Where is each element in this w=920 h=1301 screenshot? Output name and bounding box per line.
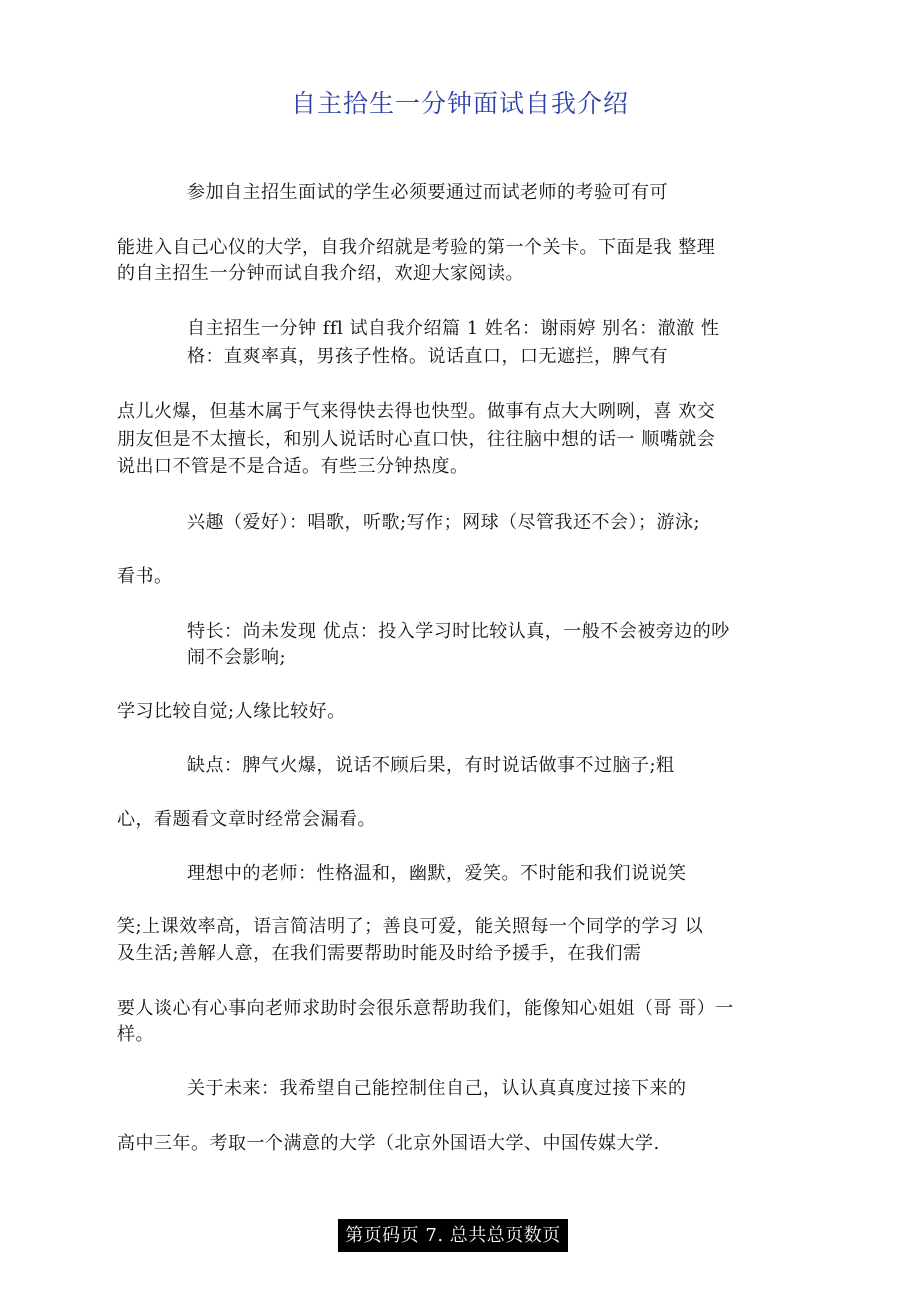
body-line: 心，看题看文章时经常会漏看。: [117, 809, 376, 830]
body-line: 笑;上课效率高，语言简洁明了；善良可爱，能关照每一个同学的学习 以: [117, 916, 704, 937]
body-line: 朋友但是不太擅长，和别人说话时心直口快，往往脑中想的话一 顺嘴就会: [117, 429, 716, 450]
body-line: 要人谈心有心事向老师求助时会很乐意帮助我们，能像知心姐姐（哥 哥）一: [117, 998, 734, 1019]
body-line: 看书。: [117, 566, 173, 587]
body-line: 样。: [117, 1024, 154, 1045]
body-line: 参加自主招生面试的学生必须要通过而试老师的考验可有可: [187, 182, 668, 203]
body-line: 高中三年。考取一个满意的大学（北京外国语大学、中国传媒大学.: [117, 1133, 660, 1154]
page-footer: 第页码页 7. 总共总页数页: [338, 1219, 568, 1252]
body-line: 理想中的老师：性格温和，幽默，爱笑。不时能和我们说说笑: [187, 863, 687, 884]
body-line: 格：直爽率真，男孩子性格。说话直口，口无遮拦，脾气有: [187, 346, 668, 367]
body-line: 点儿火爆，但基木属于气来得快去得也快型。做事有点大大咧咧，喜 欢交: [117, 401, 716, 422]
body-line: 及生活;善解人意，在我们需要帮助时能及时给予援手，在我们需: [117, 943, 642, 964]
body-line: 兴趣（爱好）：唱歌，听歌;写作；网球（尽管我还不会）；游泳;: [187, 512, 701, 533]
body-line: 自主招生一分钟 ffl 试自我介绍篇 1 姓名：谢雨婷 别名：澈澈 性: [187, 318, 720, 339]
body-line: 特长：尚未发现 优点：投入学习时比较认真，一般不会被旁边的吵: [187, 621, 730, 642]
page-title: 自主拾生一分钟面试自我介绍: [290, 89, 629, 118]
body-line: 能进入自己心仪的大学，自我介绍就是考验的第一个关卡。下面是我 整理: [117, 237, 716, 258]
body-line: 说出口不管是不是合适。有些三分钟热度。: [117, 456, 469, 477]
body-line: 缺点：脾气火爆，说话不顾后果，有时说话做事不过脑子;粗: [187, 755, 675, 776]
body-line: 学习比较自觉;人缘比较好。: [117, 701, 346, 722]
body-line: 的自主招生一分钟而试自我介绍，欢迎大家阅读。: [117, 263, 524, 284]
body-line: 闹不会影响;: [187, 647, 287, 668]
body-line: 关于未来：我希望自己能控制住自己，认认真真度过接下来的: [187, 1078, 687, 1099]
